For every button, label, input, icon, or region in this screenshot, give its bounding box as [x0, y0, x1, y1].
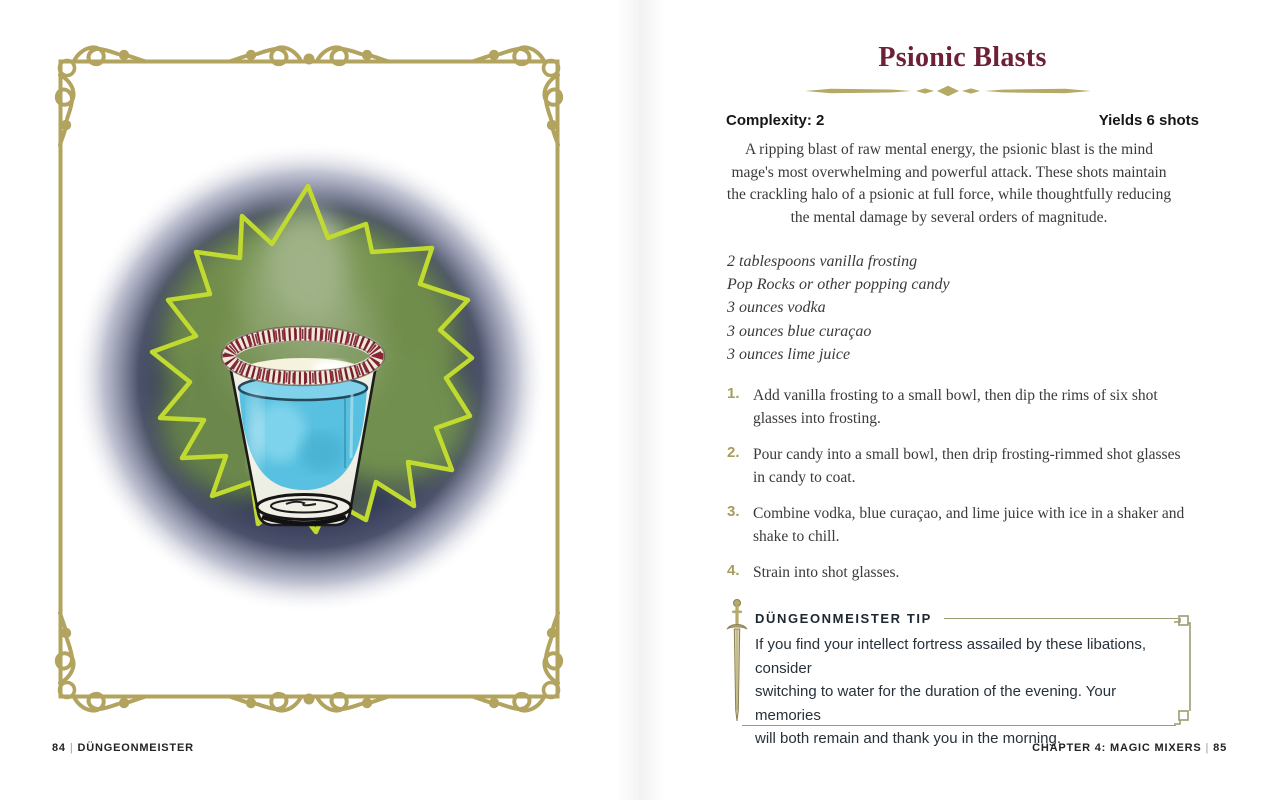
complexity-label: Complexity: 2: [726, 112, 825, 129]
step-row: [727, 443, 1189, 489]
ingredient-item: 3 ounces blue curaçao: [727, 322, 872, 340]
footer-separator: |: [69, 742, 74, 754]
yields-label: Yields 6 shots: [1098, 112, 1199, 129]
right-page: [640, 0, 1280, 800]
ingredient-item: Pop Rocks or other popping candy: [727, 276, 950, 294]
step-row: [727, 561, 1189, 584]
tip-heading: DÜNGEONMEISTER TIP: [755, 611, 932, 626]
step-text: Add vanilla frosting to a small bowl, then dip the rims of six shot glasses into frosting.: [753, 387, 1158, 427]
recipe-title: Psionic Blasts: [878, 42, 1047, 73]
left-page-number: 84: [52, 742, 66, 754]
step-text: Strain into shot glasses.: [753, 564, 900, 581]
step-number: 2.: [727, 444, 740, 461]
step-number: 1.: [727, 385, 740, 402]
tip-border-bracket: [1174, 614, 1198, 726]
tip-text: [755, 633, 1168, 751]
ingredient-item: 3 ounces vodka: [727, 299, 826, 317]
tip-rule: [944, 618, 1178, 619]
step-text: Combine vodka, blue curaçao, and lime juice with ice in a shaker and shake to chill.: [753, 505, 1185, 545]
page-gutter: [616, 0, 664, 800]
page-footer-left: [52, 742, 194, 754]
step-row: [727, 502, 1189, 548]
step-number: 3.: [727, 503, 740, 520]
tip-box: [728, 598, 1198, 747]
tip-line: If you find your intellect fortress assailed by these libations, consider: [755, 636, 1147, 677]
description-line: A ripping blast of raw mental energy, the psionic blast is the mind: [744, 141, 1154, 158]
recipe-meta: [726, 112, 1199, 129]
step-row: [727, 384, 1189, 430]
description-line: the mental damage by several orders of magnitude.: [790, 208, 1108, 226]
ingredient-item: 2 tablespoons vanilla frosting: [727, 253, 918, 270]
ingredients-list: [727, 250, 950, 366]
description-line: the crackling halo of a psionic at full force, while thoughtfully reducing: [726, 186, 1172, 203]
tip-header: [755, 598, 1198, 626]
footer-separator: |: [1205, 742, 1210, 754]
book-title: DÜNGEONMEISTER: [77, 742, 194, 754]
right-page-number: 85: [1213, 742, 1227, 754]
description-line: mage's most overwhelming and powerful attack. These shots maintain: [731, 163, 1167, 181]
step-number: 4.: [727, 562, 740, 579]
step-text: Pour candy into a small bowl, then drip frosting-rimmed shot glasses in candy to coat.: [753, 446, 1181, 486]
tip-line: switching to water for the duration of the evening. Your memories: [755, 683, 1117, 724]
steps-list: [727, 384, 1189, 597]
recipe-description: [698, 139, 1200, 229]
ingredient-item: 3 ounces lime juice: [727, 345, 851, 363]
tip-line: will both remain and thank you in the morning.: [755, 730, 1062, 747]
title-divider-ornament: [805, 84, 1091, 98]
sword-icon: [725, 598, 749, 726]
chapter-label: CHAPTER 4: MAGIC MIXERS: [1032, 742, 1202, 754]
page-footer-right: [1032, 742, 1227, 754]
tip-bottom-rule: [742, 725, 1176, 726]
